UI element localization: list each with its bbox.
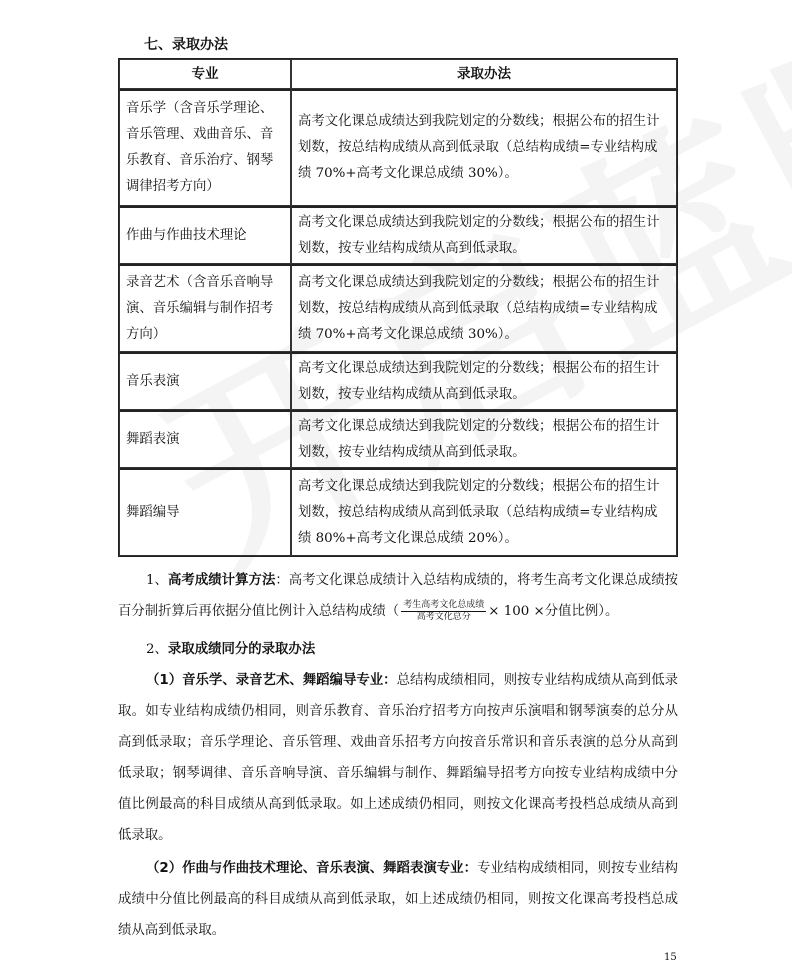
- p1-suffix: × 100 ×分值比例）。: [488, 604, 619, 619]
- paragraph-tie-rule-1: [118, 665, 678, 851]
- fraction-numerator: 考生高考文化总成绩: [403, 600, 485, 610]
- p1-prefix: 1、: [146, 573, 168, 588]
- table-row: [119, 264, 677, 352]
- paragraph-score-calculation: [118, 565, 678, 627]
- p3-text: 总结构成绩相同，则按专业结构成绩从高到低录取。如专业结构成绩仍相同，则音乐教育、音乐治疗招考方向按声乐演唱和钢琴演奏的总分从高到低录取；音乐学理论、音乐管理、戏曲音乐招考方向按音乐常识和音乐表演的总分从高到低录取；钢琴调律、音乐音响导演、音乐编辑与制作、舞蹈编导招考方向按专业结构成绩中分值比例最高的科目成绩从高到低录取。如上述成绩仍相同，则按文化课高考投档总成绩从高到低录取。: [118, 673, 678, 843]
- row-method: 高考文化课总成绩达到我院划定的分数线；根据公布的招生计划数，按总结构成绩从高到低录取（总结构成绩=专业结构成绩 70%+高考文化课总成绩 30%）。: [291, 89, 677, 206]
- row-method: 高考文化课总成绩达到我院划定的分数线；根据公布的招生计划数，按专业结构成绩从高到低录取。: [291, 352, 677, 410]
- table-row: [119, 352, 677, 410]
- header-major: 专业: [119, 59, 291, 89]
- row-method: 高考文化课总成绩达到我院划定的分数线；根据公布的招生计划数，按总结构成绩从高到低录取（总结构成绩=专业结构成绩 80%+高考文化课总成绩 20%）。: [291, 468, 677, 556]
- table-row: [119, 206, 677, 264]
- p2-prefix: 2、: [146, 642, 168, 657]
- fraction-denominator: 高考文化总分: [416, 612, 471, 622]
- row-major: 舞蹈编导: [119, 468, 291, 556]
- header-method: 录取办法: [291, 59, 677, 89]
- p1-heading: 高考成绩计算方法: [167, 573, 276, 588]
- p1-text: ：高考文化课总成绩计入总结构成绩的，将考生高考文化课总成绩按百分制折算后再依据分值比例计入总结构成绩（: [118, 573, 679, 619]
- table-row: [119, 89, 677, 206]
- paragraph-tie-rule-2: [118, 853, 678, 946]
- p3-heading: （1）音乐学、录音艺术、舞蹈编导专业：: [146, 673, 397, 688]
- row-method: 高考文化课总成绩达到我院划定的分数线；根据公布的招生计划数，按总结构成绩从高到低录取（总结构成绩=专业结构成绩 70%+高考文化课总成绩 30%）。: [291, 264, 677, 352]
- row-major: 音乐表演: [119, 352, 291, 410]
- p4-text: 专业结构成绩相同，则按专业结构成绩中分值比例最高的科目成绩从高到低录取，如上述成绩仍相同，则按文化课高考投档总成绩从高到低录取。: [118, 861, 678, 938]
- row-major: 舞蹈表演: [119, 410, 291, 468]
- row-major: 录音艺术（含音乐音响导演、音乐编辑与制作招考方向）: [119, 264, 291, 352]
- row-method: 高考文化课总成绩达到我院划定的分数线；根据公布的招生计划数，按专业结构成绩从高到低录取。: [291, 206, 677, 264]
- table-row: [119, 410, 677, 468]
- row-method: 高考文化课总成绩达到我院划定的分数线；根据公布的招生计划数，按专业结构成绩从高到低录取。: [291, 410, 677, 468]
- table-header-row: [119, 59, 677, 89]
- table-row: [119, 468, 677, 556]
- paragraph-tie-heading: [118, 634, 678, 665]
- row-major: 作曲与作曲技术理论: [119, 206, 291, 264]
- p4-heading: （2）作曲与作曲技术理论、音乐表演、舞蹈表演专业：: [146, 861, 477, 876]
- admission-table: [118, 58, 678, 557]
- section-title: 七、录取办法: [144, 37, 228, 53]
- p2-heading: 录取成绩同分的录取办法: [167, 642, 316, 657]
- page-number: 15: [664, 952, 677, 963]
- row-major: 音乐学（含音乐学理论、音乐管理、戏曲音乐、音乐教育、音乐治疗、钢琴调律招考方向）: [119, 89, 291, 206]
- score-fraction: [401, 600, 486, 623]
